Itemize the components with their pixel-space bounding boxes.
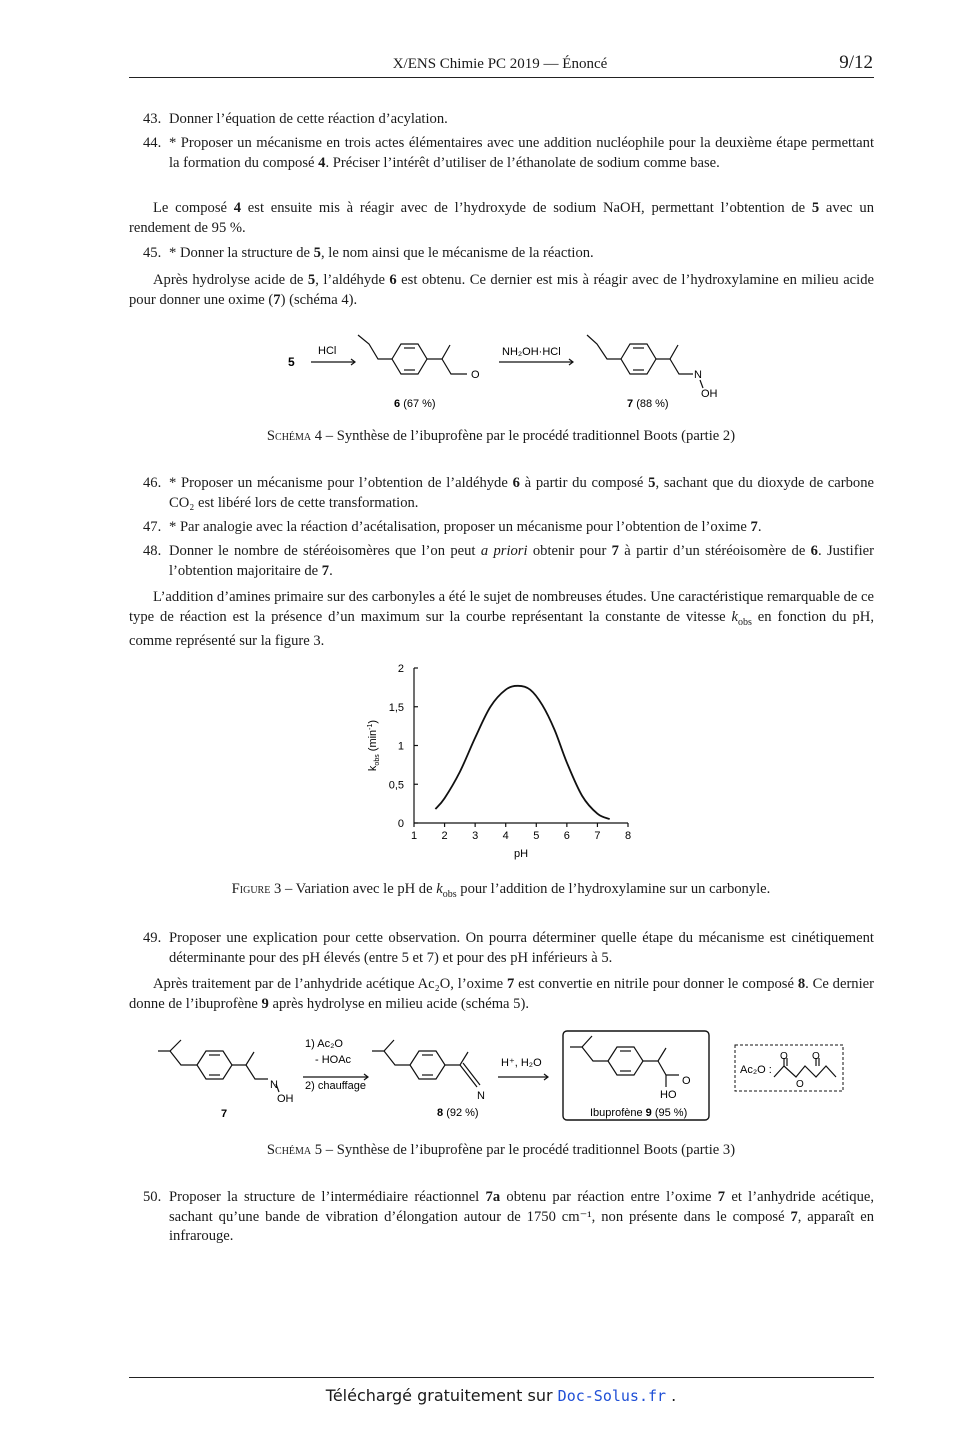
question-text: Donner le nombre de stéréoisomères que l’on peut a priori obtenir pour 7 à partir d’un stéréoisomère de 6. Justifier l’obtention majoritaire de 7. xyxy=(169,543,874,579)
reagent-nh2oh: NH₂OH·HCl xyxy=(502,346,561,358)
y-axis-label: $k_{obs}$ $(\min^{-1})$ xyxy=(367,719,381,772)
question-46 xyxy=(143,474,874,513)
atom-oh: OH xyxy=(701,388,718,400)
chart-series-line xyxy=(435,686,609,819)
footer: Téléchargé gratuitement sur Doc-Solus.fr . xyxy=(325,1386,677,1405)
atom-oh: OH xyxy=(277,1093,294,1105)
question-43 xyxy=(143,110,874,130)
x-tick-label: 6 xyxy=(563,830,570,842)
question-text: * Par analogie avec la réaction d’acétalisation, proposer un mécanisme pour l’obtention de l’oxime 7. xyxy=(169,519,762,535)
ibuprofen-label: Ibuprofène 9 (95 %) xyxy=(590,1107,688,1119)
header-rule xyxy=(129,77,874,78)
reagent-ac2o: 1) Ac₂O xyxy=(305,1038,343,1050)
question-number: 50. xyxy=(143,1189,162,1205)
question-44 xyxy=(143,134,874,173)
question-49 xyxy=(143,929,874,968)
atom-o: O xyxy=(796,1079,804,1090)
question-48 xyxy=(143,542,874,581)
atom-n: N xyxy=(270,1079,278,1091)
atom-o: O xyxy=(682,1075,691,1087)
x-tick-label: 3 xyxy=(472,830,479,842)
reagent-hcl: HCl xyxy=(318,345,337,357)
figure-3-caption: Figure 3 – Variation avec le pH de $k_{obs}$ pour l’addition de l’hydroxylamine sur un carbonyle. xyxy=(231,881,771,900)
atom-o: O xyxy=(780,1051,788,1062)
y-tick-label: 2 xyxy=(397,663,404,675)
atom-o: O xyxy=(471,369,480,381)
atom-ho: HO xyxy=(660,1089,677,1101)
question-text: Donner l’équation de cette réaction d’acylation. xyxy=(169,111,448,127)
atom-n: N xyxy=(477,1090,485,1102)
page-header-title: X/ENS Chimie PC 2019 — Énoncé xyxy=(392,56,608,72)
kobs-chart xyxy=(360,660,650,870)
paragraph-hydrolyse: Après hydrolyse acide de 5, l’aldéhyde 6 est obtenu. Ce dernier est mis à réagir avec de l’hydroxylamine en milieu acide pour donner une oxime (7) (schéma 4). xyxy=(129,272,874,308)
question-number: 46. xyxy=(143,475,162,491)
question-number: 47. xyxy=(143,519,162,535)
question-number: 44. xyxy=(143,135,162,151)
paragraph-naoh: Le composé 4 est ensuite mis à réagir avec de l’hydroxyde de sodium NaOH, permettant l’obtention de 5 avec un rendement de 95 %. xyxy=(129,200,874,236)
compound-7-label: 7 (88 %) xyxy=(627,398,669,410)
y-tick-label: 0,5 xyxy=(388,779,404,792)
x-tick-label: 1 xyxy=(410,830,418,842)
footer-link[interactable]: Doc-Solus.fr xyxy=(557,1387,667,1405)
compound-5-label: 5 xyxy=(288,355,295,369)
y-tick-label: 0 xyxy=(397,818,404,830)
x-tick-label: 4 xyxy=(502,830,509,842)
footer-rule xyxy=(129,1377,874,1378)
compound-7-label: 7 xyxy=(221,1108,228,1120)
x-tick-label: 2 xyxy=(441,830,448,842)
paragraph-ac2o: Après traitement par de l’anhydride acétique Ac₂O, l’oxime 7 est convertie en nitrile pour donner le composé 8. Ce dernier donne de l’ibuprofène 9 après hydrolyse en milieu acide (schéma 5). xyxy=(129,976,874,1012)
x-axis-label: pH xyxy=(513,848,529,860)
atom-n: N xyxy=(694,369,702,381)
reagent-acid: H⁺, H₂O xyxy=(501,1057,542,1069)
x-tick-label: 5 xyxy=(533,830,540,842)
paragraph-amines: L’addition d’amines primaire sur des carbonyles a été le sujet de nombreuses études. Une caractéristique remarquable de ce type de réaction est la présence d’un maximum sur la courbe représentant la constante de vitesse $k_{obs}$ en fonction du pH, comme représenté sur la figure 3. xyxy=(129,589,874,649)
x-tick-label: 8 xyxy=(624,830,632,842)
question-text: * Proposer un mécanisme en trois actes élémentaires avec une addition nucléophile pour la deuxième étape permettant la formation du composé 4. Préciser l’intérêt d’utiliser de l’éthanolate de sodium comme base. xyxy=(169,135,874,171)
question-number: 48. xyxy=(143,543,162,559)
question-number: 45. xyxy=(143,245,162,261)
question-text: Proposer la structure de l’intermédiaire réactionnel 7a obtenu par réaction entre l’oxime 7 et l’anhydride acétique, sachant qu’une bande de vibration d’élongation autour de 1750 cm⁻¹, non présente dans le composé 7, apparaît en infrarouge. xyxy=(169,1189,874,1244)
question-text: * Proposer un mécanisme pour l’obtention de l’aldéhyde 6 à partir du composé 5, sachant que du dioxyde de carbone CO₂ est libéré lors de cette transformation. xyxy=(169,475,874,511)
atom-o: O xyxy=(812,1051,820,1062)
x-tick-label: 7 xyxy=(594,830,601,842)
scheme-4 xyxy=(270,325,750,415)
question-45 xyxy=(143,244,874,264)
y-tick-label: 1 xyxy=(397,740,404,753)
reagent-heat: 2) chauffage xyxy=(305,1080,366,1092)
compound-8-label: 8 (92 %) xyxy=(437,1107,479,1119)
scheme-4-caption: Schéma 4 – Synthèse de l’ibuprofène par le procédé traditionnel Boots (partie 2) xyxy=(266,428,736,444)
page-number: 9/12 xyxy=(839,52,873,73)
question-47 xyxy=(143,518,874,538)
ac2o-label: Ac₂O : xyxy=(740,1064,772,1076)
question-text: * Donner la structure de 5, le nom ainsi que le mécanisme de la réaction. xyxy=(169,245,594,261)
compound-6-label: 6 (67 %) xyxy=(394,398,436,410)
reagent-hoac: - HOAc xyxy=(315,1054,352,1066)
question-text: Proposer une explication pour cette observation. On pourra déterminer quelle étape du mécanisme est cinétiquement déterminante pour des pH élevés (entre 5 et 7) et pour des pH inférieurs à 5. xyxy=(169,930,874,966)
scheme-5-caption: Schéma 5 – Synthèse de l’ibuprofène par le procédé traditionnel Boots (partie 3) xyxy=(266,1142,736,1158)
question-number: 43. xyxy=(143,111,162,127)
scheme-5 xyxy=(150,1025,860,1130)
y-tick-label: 1,5 xyxy=(388,701,404,714)
question-50 xyxy=(143,1188,874,1247)
question-number: 49. xyxy=(143,930,162,946)
